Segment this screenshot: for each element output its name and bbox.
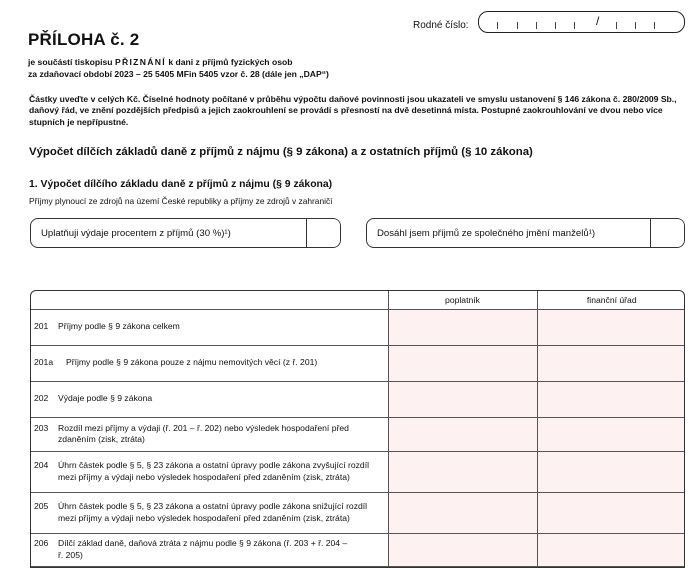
office-value-cell[interactable] (537, 417, 685, 451)
subtitle-period: za zdaňovací období 2023 – 25 5405 MFin 5405 vzor č. 28 (dále jen „DAP“) (28, 69, 329, 79)
row-label: Příjmy podle § 9 zákona celkem (58, 321, 180, 332)
office-value-cell[interactable] (537, 309, 685, 345)
digit-divider (616, 22, 617, 29)
taxpayer-value-cell[interactable] (388, 533, 537, 566)
expenses-percent-checkbox[interactable] (306, 219, 340, 247)
digit-divider (574, 22, 575, 29)
taxpayer-value-cell[interactable] (388, 309, 537, 345)
row-description (31, 381, 388, 417)
row-number: 206 (34, 538, 49, 549)
table-row (31, 381, 685, 417)
office-value-cell[interactable] (537, 533, 685, 566)
row-label: Dílčí základ daně, daňová ztráta z nájmu podle § 9 zákona (ř. 203 + ř. 204 – ř. 205) (58, 538, 348, 560)
row-number: 205 (34, 501, 49, 512)
row-description (31, 492, 388, 533)
office-value-cell[interactable] (537, 381, 685, 417)
subtitle-part-a: je součástí tiskopisu (28, 57, 113, 67)
sub-heading: 1. Výpočet dílčího základu daně z příjmů z nájmu (§ 9 zákona) (29, 179, 333, 190)
digit-divider (635, 22, 636, 29)
subtitle-part-c: k dani z příjmů fyzických osob (168, 57, 293, 67)
digit-divider (654, 22, 655, 29)
taxpayer-value-cell[interactable] (388, 492, 537, 533)
row-label: Výdaje podle § 9 zákona (58, 393, 153, 404)
table-row (31, 451, 685, 492)
row-description (31, 417, 388, 451)
table-row (31, 533, 685, 566)
form-subtitle (28, 56, 488, 80)
row-label: Úhrn částek podle § 5, § 23 zákona a ostatní úpravy podle zákona snižující rozdíl mezi příjmy a výdaji nebo výsledek hospodaření před zdaněním (zisk, ztráta) (58, 501, 368, 523)
sub-note: Příjmy plynoucí ze zdrojů na území České republiky a příjmy ze zdrojů v zahraničí (29, 196, 333, 206)
digit-divider (517, 22, 518, 29)
instructions-text: Částky uveďte v celých Kč. Číselné hodnoty počítané v průběhu výpočtu daňové povinnosti jsou ukazateli ve smyslu ustanovení § 146 zákona č. 280/2009 Sb., daňový řád, ve znění pozdějších předpisů a jejich zaokrouhlení se provádí s přesností na dvě desetinná místa. Postupné zaokrouhlování ve dvou nebo více stupních je nepřípustné. (29, 94, 677, 127)
office-value-cell[interactable] (537, 345, 685, 381)
row-number: 204 (34, 460, 49, 471)
row-number: 201a (34, 357, 54, 368)
rodne-cislo-input[interactable] (478, 11, 685, 33)
section-heading: Výpočet dílčích základů daně z příjmů z nájmu (§ 9 zákona) a z ostatních příjmů (§ 10 zákona) (29, 146, 533, 158)
table-row (31, 345, 685, 381)
row-description (31, 345, 388, 381)
digit-divider (497, 22, 498, 29)
col-header-taxpayer: poplatník (388, 291, 537, 309)
row-number: 202 (34, 393, 49, 404)
digit-divider (555, 22, 556, 29)
table-row (31, 492, 685, 533)
row-label: Příjmy podle § 9 zákona pouze z nájmu nemovitých věcí (z ř. 201) (66, 357, 318, 368)
rodne-cislo-slash: / (596, 14, 600, 28)
row-description (31, 533, 388, 566)
office-value-cell[interactable] (537, 451, 685, 492)
row-number: 203 (34, 422, 49, 433)
joint-property-checkbox[interactable] (650, 219, 684, 247)
row-description (31, 309, 388, 345)
rodne-cislo-label: Rodné číslo: (413, 20, 469, 31)
row-description (31, 451, 388, 492)
row-label: Rozdíl mezi příjmy a výdaji (ř. 201 – ř. 202) nebo výsledek hospodaření před zdaněním (zisk, ztráta) (58, 422, 349, 444)
subtitle-form-name: PŘIZNÁNÍ (114, 57, 166, 67)
taxpayer-value-cell[interactable] (388, 381, 537, 417)
row-number: 201 (34, 321, 49, 332)
digit-divider (536, 22, 537, 29)
taxpayer-value-cell[interactable] (388, 417, 537, 451)
table-header-blank (31, 291, 388, 309)
row-label: Úhrn částek podle § 5, § 23 zákona a ostatní úpravy podle zákona zvyšující rozdíl mezi příjmy a výdaji nebo výsledek hospodaření před zdaněním (zisk, ztráta) (58, 460, 369, 482)
office-value-cell[interactable] (537, 492, 685, 533)
income-table (30, 290, 685, 568)
joint-property-label: Dosáhl jsem příjmů ze společného jmění manželů¹) (377, 227, 596, 239)
table-row (31, 309, 685, 345)
joint-property-option (366, 218, 685, 248)
col-header-office: finanční úřad (537, 291, 685, 309)
taxpayer-value-cell[interactable] (388, 451, 537, 492)
table-row (31, 417, 685, 451)
page-title: PŘÍLOHA č. 2 (28, 30, 140, 49)
expenses-percent-option (30, 218, 341, 248)
taxpayer-value-cell[interactable] (388, 345, 537, 381)
expenses-percent-label: Uplatňuji výdaje procentem z příjmů (30 %)¹) (41, 227, 231, 239)
table-header-row (31, 291, 685, 309)
